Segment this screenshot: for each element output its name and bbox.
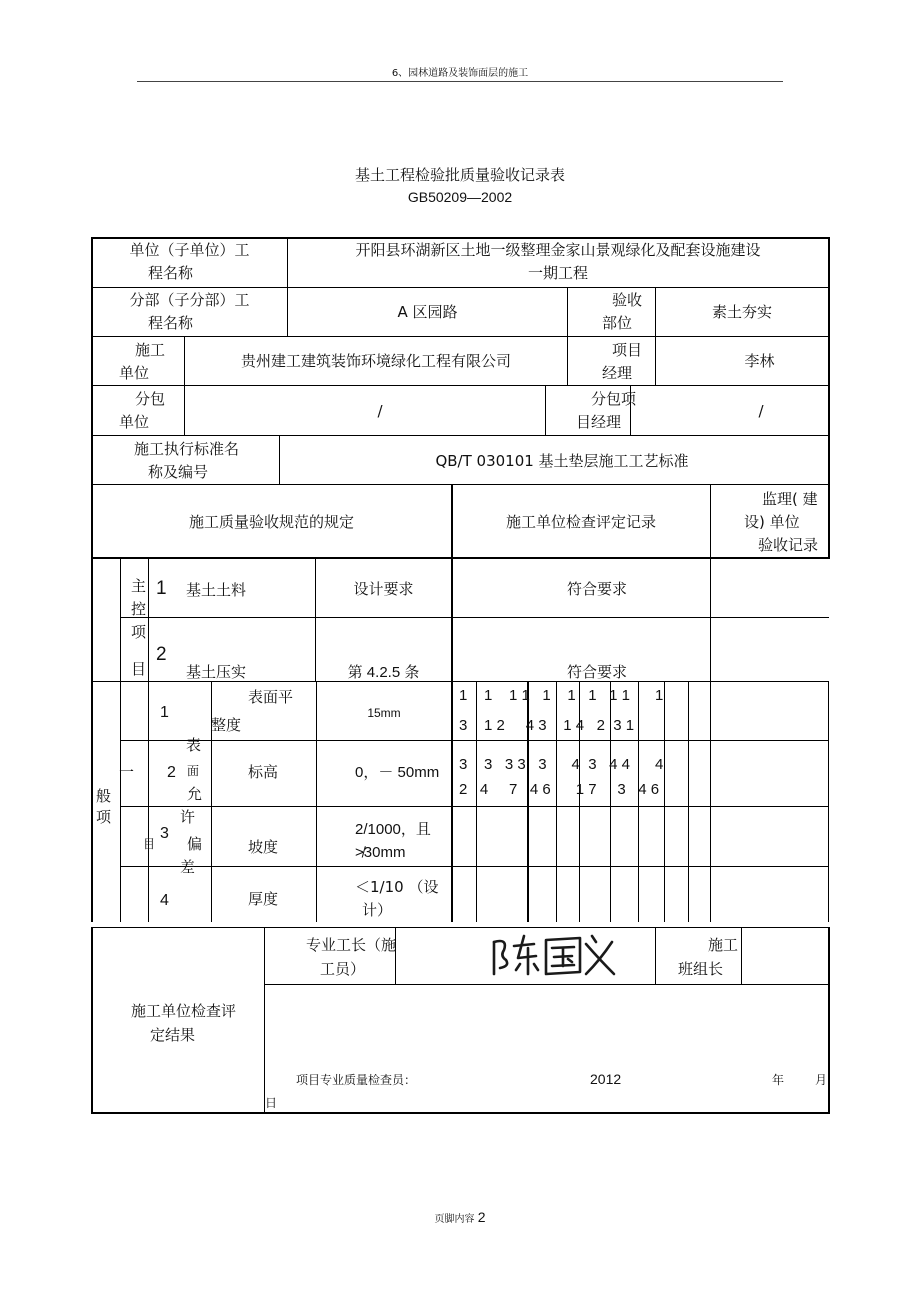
row-line	[91, 927, 829, 928]
general-item-requirement: 2/1000，且	[355, 821, 431, 838]
project-manager-label-1: 项目	[612, 341, 643, 359]
foreman-label-2: 工员）	[320, 960, 366, 978]
unit-name-value-1: 开阳县环湖新区土地一级整理金家山景观绿化及配套设施建设	[355, 241, 761, 259]
row-line	[92, 484, 829, 485]
col-line	[655, 927, 656, 984]
general-item-number: 4	[160, 892, 169, 909]
general-group-char: 一	[119, 763, 135, 781]
supervisor-header-2: 设) 单位	[744, 513, 800, 531]
general-item-requirement: ＜1/10 （设	[355, 878, 439, 896]
row-line	[91, 1112, 830, 1114]
contractor-label-1: 施工	[135, 341, 166, 359]
page-number: 2	[477, 1209, 486, 1225]
col-line	[828, 927, 830, 1113]
main-group-char: 目	[131, 660, 147, 678]
col-line	[91, 927, 93, 1113]
sub-pm-value: /	[758, 402, 764, 420]
main-group-char: 项	[131, 623, 147, 641]
contractor-label-2: 单位	[119, 364, 150, 382]
foreman-label-1: 专业工长（施	[306, 936, 397, 954]
main-item-name: 基土压实	[186, 663, 247, 681]
measurement-line: 3 3 3 3 3 4 3 4 4 4	[459, 756, 664, 773]
acceptance-part-label-2: 部位	[602, 314, 633, 332]
general-item-requirement: 15mm	[367, 706, 401, 720]
measurement-line: 1 1 1 1 1 1 1 1 1 1	[459, 687, 664, 704]
project-manager-label-2: 经理	[602, 364, 633, 382]
subcontractor-label-2: 单位	[119, 413, 150, 431]
main-item-name: 基土土料	[186, 581, 247, 599]
supervisor-header-1: 监理( 建	[762, 490, 818, 508]
deviation-char: 允	[187, 785, 203, 803]
row-line	[121, 617, 829, 618]
cell-line	[638, 681, 639, 922]
deviation-char: 许	[180, 808, 196, 826]
main-item-number: 2	[156, 644, 167, 665]
unit-name-label-1: 单位（子单位）工	[129, 241, 250, 259]
sign-year: 2012	[590, 1071, 622, 1087]
sub-pm-label-1: 分包项	[591, 390, 637, 408]
team-leader-label-2: 班组长	[678, 960, 724, 978]
measurement-line: 2 4 7 4 6 1 7 3 4 6	[459, 781, 660, 798]
row-line	[92, 385, 829, 386]
month-unit: 月	[815, 1073, 828, 1087]
general-item-name-1: 厚度	[248, 890, 279, 908]
footer-label: 页脚内容	[434, 1214, 475, 1225]
row-line	[121, 806, 829, 807]
cell-line	[664, 681, 665, 922]
general-group-char: 目	[143, 837, 156, 851]
general-group-char: 项	[96, 808, 112, 826]
cell-line	[688, 681, 689, 922]
supervisor-header-3: 验收记录	[758, 536, 819, 554]
row-line	[92, 287, 829, 288]
contractor-value: 贵州建工建筑装饰环境绿化工程有限公司	[240, 352, 511, 370]
subcontractor-label-1: 分包	[135, 390, 166, 408]
spec-column-header: 施工质量验收规范的规定	[188, 513, 354, 531]
deviation-char: 差	[180, 858, 196, 876]
col-line	[710, 485, 711, 922]
main-item-result: 符合要求	[566, 580, 627, 598]
subcontractor-value: /	[377, 402, 383, 420]
cell-line	[828, 681, 829, 922]
team-leader-label-1: 施工	[708, 936, 739, 954]
sub-project-label-1: 分部（子分部）工	[129, 291, 250, 309]
general-item-requirement: 0，－ 50mm	[355, 764, 440, 781]
general-group-char: 般	[96, 787, 112, 805]
day-unit: 日	[265, 1096, 278, 1110]
standard-value: QB/T 030101 基土垫层施工工艺标准	[435, 452, 689, 470]
main-item-result: 符合要求	[566, 663, 627, 681]
general-item-requirement-2: 计）	[362, 901, 393, 919]
year-unit: 年	[772, 1073, 785, 1087]
general-item-name-1: 表面平	[248, 688, 294, 706]
document-title: 基土工程检验批质量验收记录表	[354, 166, 565, 184]
sub-project-label-2: 程名称	[148, 314, 194, 332]
row-line	[92, 336, 829, 337]
deviation-char: 表	[186, 736, 202, 754]
main-item-requirement: 设计要求	[353, 580, 414, 598]
acceptance-part-label-1: 验收	[612, 291, 643, 309]
deviation-char: 偏	[187, 835, 203, 853]
col-line	[741, 927, 742, 984]
header-rule	[137, 81, 783, 82]
contractor-check-header: 施工单位检查评定记录	[505, 513, 656, 531]
general-item-requirement-2: ≯30mm	[355, 844, 406, 861]
table-border-right	[828, 237, 830, 559]
general-item-number: 2	[167, 764, 176, 781]
main-group-char: 主	[131, 577, 147, 595]
deviation-char: 面	[187, 764, 200, 778]
general-item-name-1: 坡度	[248, 838, 279, 856]
sub-project-value: A 区园路	[397, 303, 458, 321]
general-item-number: 1	[160, 704, 169, 721]
main-item-number: 1	[156, 578, 167, 599]
standard-code: GB50209—2002	[407, 189, 513, 205]
page-footer	[0, 1209, 920, 1225]
col-line	[451, 485, 453, 922]
measurement-line: 3 1 2 4 3 1 4 2 3 1	[459, 717, 635, 734]
row-line	[92, 435, 829, 436]
unit-name-label-2: 程名称	[148, 264, 194, 282]
col-line	[264, 927, 265, 1113]
general-item-name-2: 整度	[211, 716, 242, 734]
signature-image	[488, 930, 620, 980]
sub-pm-label-2: 目经理	[576, 413, 622, 431]
general-item-name-1: 标高	[248, 763, 279, 781]
running-header: 6、园林道路及装饰面层的施工	[391, 68, 529, 79]
row-line	[92, 557, 829, 559]
check-result-label-2: 定结果	[150, 1026, 196, 1044]
row-line	[121, 866, 829, 867]
foreman-signature	[488, 930, 620, 980]
row-line	[121, 740, 829, 741]
check-result-label-1: 施工单位检查评	[131, 1002, 237, 1020]
project-manager-value: 李林	[744, 352, 775, 370]
standard-label-2: 称及编号	[148, 463, 209, 481]
row-line	[264, 984, 829, 985]
main-group-char: 控	[131, 600, 147, 618]
quality-inspector-label: 项目专业质量检查员：	[296, 1073, 417, 1087]
unit-name-value-2: 一期工程	[527, 264, 588, 282]
col-line	[567, 288, 568, 386]
general-item-number: 3	[160, 825, 169, 842]
table-border-left	[91, 237, 93, 922]
main-item-requirement: 第 4.2.5 条	[347, 664, 420, 681]
standard-label-1: 施工执行标准名	[134, 440, 240, 458]
acceptance-part-value: 素土夯实	[711, 303, 772, 321]
